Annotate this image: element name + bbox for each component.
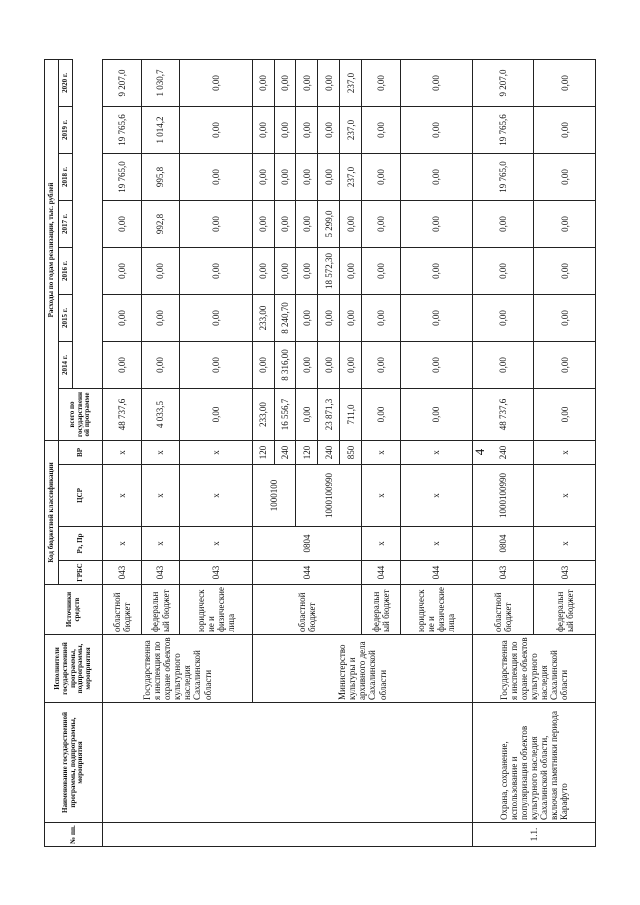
cell-source: областной бюджет	[252, 585, 361, 635]
cell-year: 0,00	[473, 200, 534, 247]
cell-vr: 120	[252, 440, 274, 464]
cell-year: 0,00	[180, 294, 252, 341]
cell-year: 0,00	[296, 294, 318, 341]
cell-total: 0,00	[296, 388, 318, 440]
cell-year: 8 240,70	[274, 294, 296, 341]
cell-year: 0,00	[534, 294, 596, 341]
cell-year: 0,00	[361, 153, 400, 200]
cell-year: 0,00	[252, 153, 274, 200]
cell-num	[103, 823, 473, 847]
cell-year: 0,00	[534, 59, 596, 106]
cell-total: 0,00	[180, 388, 252, 440]
cell-vr: х	[400, 440, 472, 464]
cell-year: 0,00	[473, 341, 534, 388]
cell-grbs: 043	[180, 561, 252, 585]
cell-csr: х	[141, 465, 180, 527]
header-name: Наименование государственной программы, подпрограммы, мероприятия	[45, 703, 103, 823]
cell-executor: Государственная инспекция по охране объектов культурного наследия Сахалинской области	[473, 635, 596, 703]
cell-year: 0,00	[361, 106, 400, 153]
header-row-1	[45, 59, 59, 846]
cell-rzpr: х	[534, 527, 596, 561]
cell-source: областной бюджет	[473, 585, 534, 635]
cell-year: 0,00	[274, 106, 296, 153]
cell-vr: 850	[340, 440, 362, 464]
cell-name	[103, 703, 473, 823]
cell-year: 0,00	[318, 341, 340, 388]
table-row	[103, 59, 142, 846]
cell-year: 18 572,30	[318, 247, 340, 294]
header-vr: ВР	[59, 440, 103, 464]
cell-year: 0,00	[318, 294, 340, 341]
table-row	[473, 59, 534, 846]
cell-source: федеральный бюджет	[534, 585, 596, 635]
cell-year: 992,8	[141, 200, 180, 247]
header-rzpr: Рз, Пр	[59, 527, 103, 561]
cell-vr: х	[103, 440, 142, 464]
cell-year: 0,00	[340, 200, 362, 247]
cell-year: 0,00	[252, 200, 274, 247]
header-year: 2016 г.	[59, 247, 73, 294]
cell-year: 0,00	[274, 59, 296, 106]
cell-grbs: 043	[473, 561, 534, 585]
cell-rzpr: х	[103, 527, 142, 561]
cell-year: 0,00	[340, 341, 362, 388]
cell-total: 711,0	[340, 388, 362, 440]
cell-total: 48 737,6	[103, 388, 142, 440]
cell-total: 16 556,7	[274, 388, 296, 440]
header-year: 2014 г.	[59, 341, 73, 388]
cell-csr: х	[361, 465, 400, 527]
cell-source: областной бюджет	[103, 585, 142, 635]
cell-csr: х	[400, 465, 472, 527]
cell-year: 0,00	[400, 200, 472, 247]
cell-year: 0,00	[180, 200, 252, 247]
cell-year: 8 316,00	[274, 341, 296, 388]
cell-total: 48 737,6	[473, 388, 534, 440]
header-executor: Исполнители государственной программы, подпрограммы, мероприятия	[45, 635, 103, 703]
cell-year: 0,00	[318, 59, 340, 106]
header-expenses: Расходы по годам реализации, тыс. рублей	[45, 59, 59, 440]
header-year: 2018 г.	[59, 153, 73, 200]
header-year: 2020 г.	[59, 59, 73, 106]
cell-year: 0,00	[296, 247, 318, 294]
cell-year: 19 765,0	[473, 153, 534, 200]
cell-year: 0,00	[340, 294, 362, 341]
cell-year: 0,00	[473, 247, 534, 294]
cell-csr: х	[103, 465, 142, 527]
cell-total: 0,00	[534, 388, 596, 440]
cell-year: 0,00	[252, 106, 274, 153]
cell-total: 233,00	[252, 388, 274, 440]
cell-rzpr: х	[180, 527, 252, 561]
cell-vr: 240	[318, 440, 340, 464]
cell-grbs: 044	[361, 561, 400, 585]
cell-year: 0,00	[361, 247, 400, 294]
cell-year: 0,00	[180, 59, 252, 106]
cell-year: 237,0	[340, 153, 362, 200]
cell-year: 0,00	[103, 294, 142, 341]
cell-executor: Государственная инспекция по охране объектов культурного наследия Сахалинской области	[103, 635, 253, 703]
cell-source: юридические и физические лица	[400, 585, 472, 635]
cell-year: 0,00	[400, 106, 472, 153]
cell-rzpr: 0804	[473, 527, 534, 561]
cell-executor: Министерство культуры и архивного дела Сахалинской области	[252, 635, 472, 703]
rotated-table-wrapper	[44, 59, 596, 847]
cell-csr: х	[534, 465, 596, 527]
cell-year: 233,00	[252, 294, 274, 341]
cell-year: 0,00	[103, 341, 142, 388]
header-year: 2019 г.	[59, 106, 73, 153]
cell-total: 0,00	[400, 388, 472, 440]
cell-year: 0,00	[400, 247, 472, 294]
cell-year: 0,00	[473, 294, 534, 341]
cell-grbs: 043	[141, 561, 180, 585]
cell-year: 0,00	[252, 341, 274, 388]
cell-year: 0,00	[534, 153, 596, 200]
page-number: 4	[472, 448, 487, 456]
cell-year: 237,0	[340, 59, 362, 106]
cell-csr: х	[180, 465, 252, 527]
cell-grbs: 043	[103, 561, 142, 585]
cell-year: 0,00	[180, 341, 252, 388]
cell-year: 0,00	[141, 294, 180, 341]
cell-vr: х	[180, 440, 252, 464]
cell-year: 0,00	[534, 247, 596, 294]
cell-year: 0,00	[361, 59, 400, 106]
cell-year: 0,00	[318, 106, 340, 153]
cell-year: 5 299,0	[318, 200, 340, 247]
cell-vr: х	[534, 440, 596, 464]
header-source: Источники средств	[45, 585, 103, 635]
cell-rzpr: х	[361, 527, 400, 561]
cell-year: 0,00	[296, 106, 318, 153]
cell-year: 0,00	[180, 153, 252, 200]
cell-year: 0,00	[274, 247, 296, 294]
cell-year: 19 765,0	[103, 153, 142, 200]
cell-year: 1 014,2	[141, 106, 180, 153]
header-year: 2015 г.	[59, 294, 73, 341]
cell-year: 237,0	[340, 106, 362, 153]
cell-csr: 1000100990	[473, 465, 534, 527]
cell-year: 9 207,0	[473, 59, 534, 106]
cell-year: 0,00	[361, 341, 400, 388]
cell-name: Охрана, сохранение, использование и популяризация объектов культурного наследия Сахалинской области, включая памятники периода Карафуто	[473, 703, 596, 823]
cell-total: 4 033,5	[141, 388, 180, 440]
header-year: 2017 г.	[59, 200, 73, 247]
cell-vr: 240	[274, 440, 296, 464]
cell-year: 0,00	[296, 153, 318, 200]
cell-csr: 1000100990	[296, 465, 362, 527]
cell-year: 0,00	[340, 247, 362, 294]
cell-rzpr: х	[141, 527, 180, 561]
header-classification: Код бюджетной классификации	[45, 440, 59, 584]
cell-source: федеральный бюджет	[361, 585, 400, 635]
cell-year: 0,00	[534, 106, 596, 153]
cell-year: 19 765,6	[103, 106, 142, 153]
cell-year: 19 765,6	[473, 106, 534, 153]
cell-num: 1.1.	[473, 823, 596, 847]
cell-total: 23 871,3	[318, 388, 340, 440]
cell-year: 0,00	[400, 341, 472, 388]
cell-year: 0,00	[400, 59, 472, 106]
cell-year: 0,00	[361, 200, 400, 247]
cell-year: 0,00	[180, 106, 252, 153]
cell-year: 0,00	[534, 341, 596, 388]
cell-grbs: 044	[252, 561, 361, 585]
header-csr: ЦСР	[59, 465, 103, 527]
header-grbs: ГРБС	[59, 561, 103, 585]
cell-year: 0,00	[180, 247, 252, 294]
cell-year: 0,00	[296, 341, 318, 388]
cell-year: 0,00	[103, 200, 142, 247]
cell-rzpr: х	[400, 527, 472, 561]
cell-year: 0,00	[252, 59, 274, 106]
cell-year: 0,00	[103, 247, 142, 294]
budget-table	[44, 59, 596, 847]
header-total: всего по государственной программе	[59, 388, 103, 440]
cell-year: 995,8	[141, 153, 180, 200]
cell-grbs: 044	[400, 561, 472, 585]
header-num: № пп.	[45, 823, 103, 847]
cell-source: юридические и физические лица	[180, 585, 252, 635]
cell-year: 0,00	[361, 294, 400, 341]
cell-vr: х	[361, 440, 400, 464]
cell-csr: 1000100	[252, 465, 296, 527]
cell-vr: х	[141, 440, 180, 464]
cell-rzpr: 0804	[252, 527, 361, 561]
cell-year: 0,00	[400, 153, 472, 200]
cell-year: 0,00	[534, 200, 596, 247]
cell-vr: 240	[473, 440, 534, 464]
cell-source: федеральный бюджет	[141, 585, 180, 635]
cell-year: 0,00	[274, 200, 296, 247]
cell-grbs: 043	[534, 561, 596, 585]
cell-year: 9 207,0	[103, 59, 142, 106]
cell-year: 0,00	[318, 153, 340, 200]
cell-total: 0,00	[361, 388, 400, 440]
cell-year: 0,00	[296, 200, 318, 247]
cell-year: 0,00	[252, 247, 274, 294]
cell-year: 0,00	[141, 341, 180, 388]
cell-year: 0,00	[141, 247, 180, 294]
cell-year: 0,00	[296, 59, 318, 106]
cell-year: 0,00	[400, 294, 472, 341]
cell-vr: 120	[296, 440, 318, 464]
cell-year: 0,00	[274, 153, 296, 200]
cell-year: 1 030,7	[141, 59, 180, 106]
